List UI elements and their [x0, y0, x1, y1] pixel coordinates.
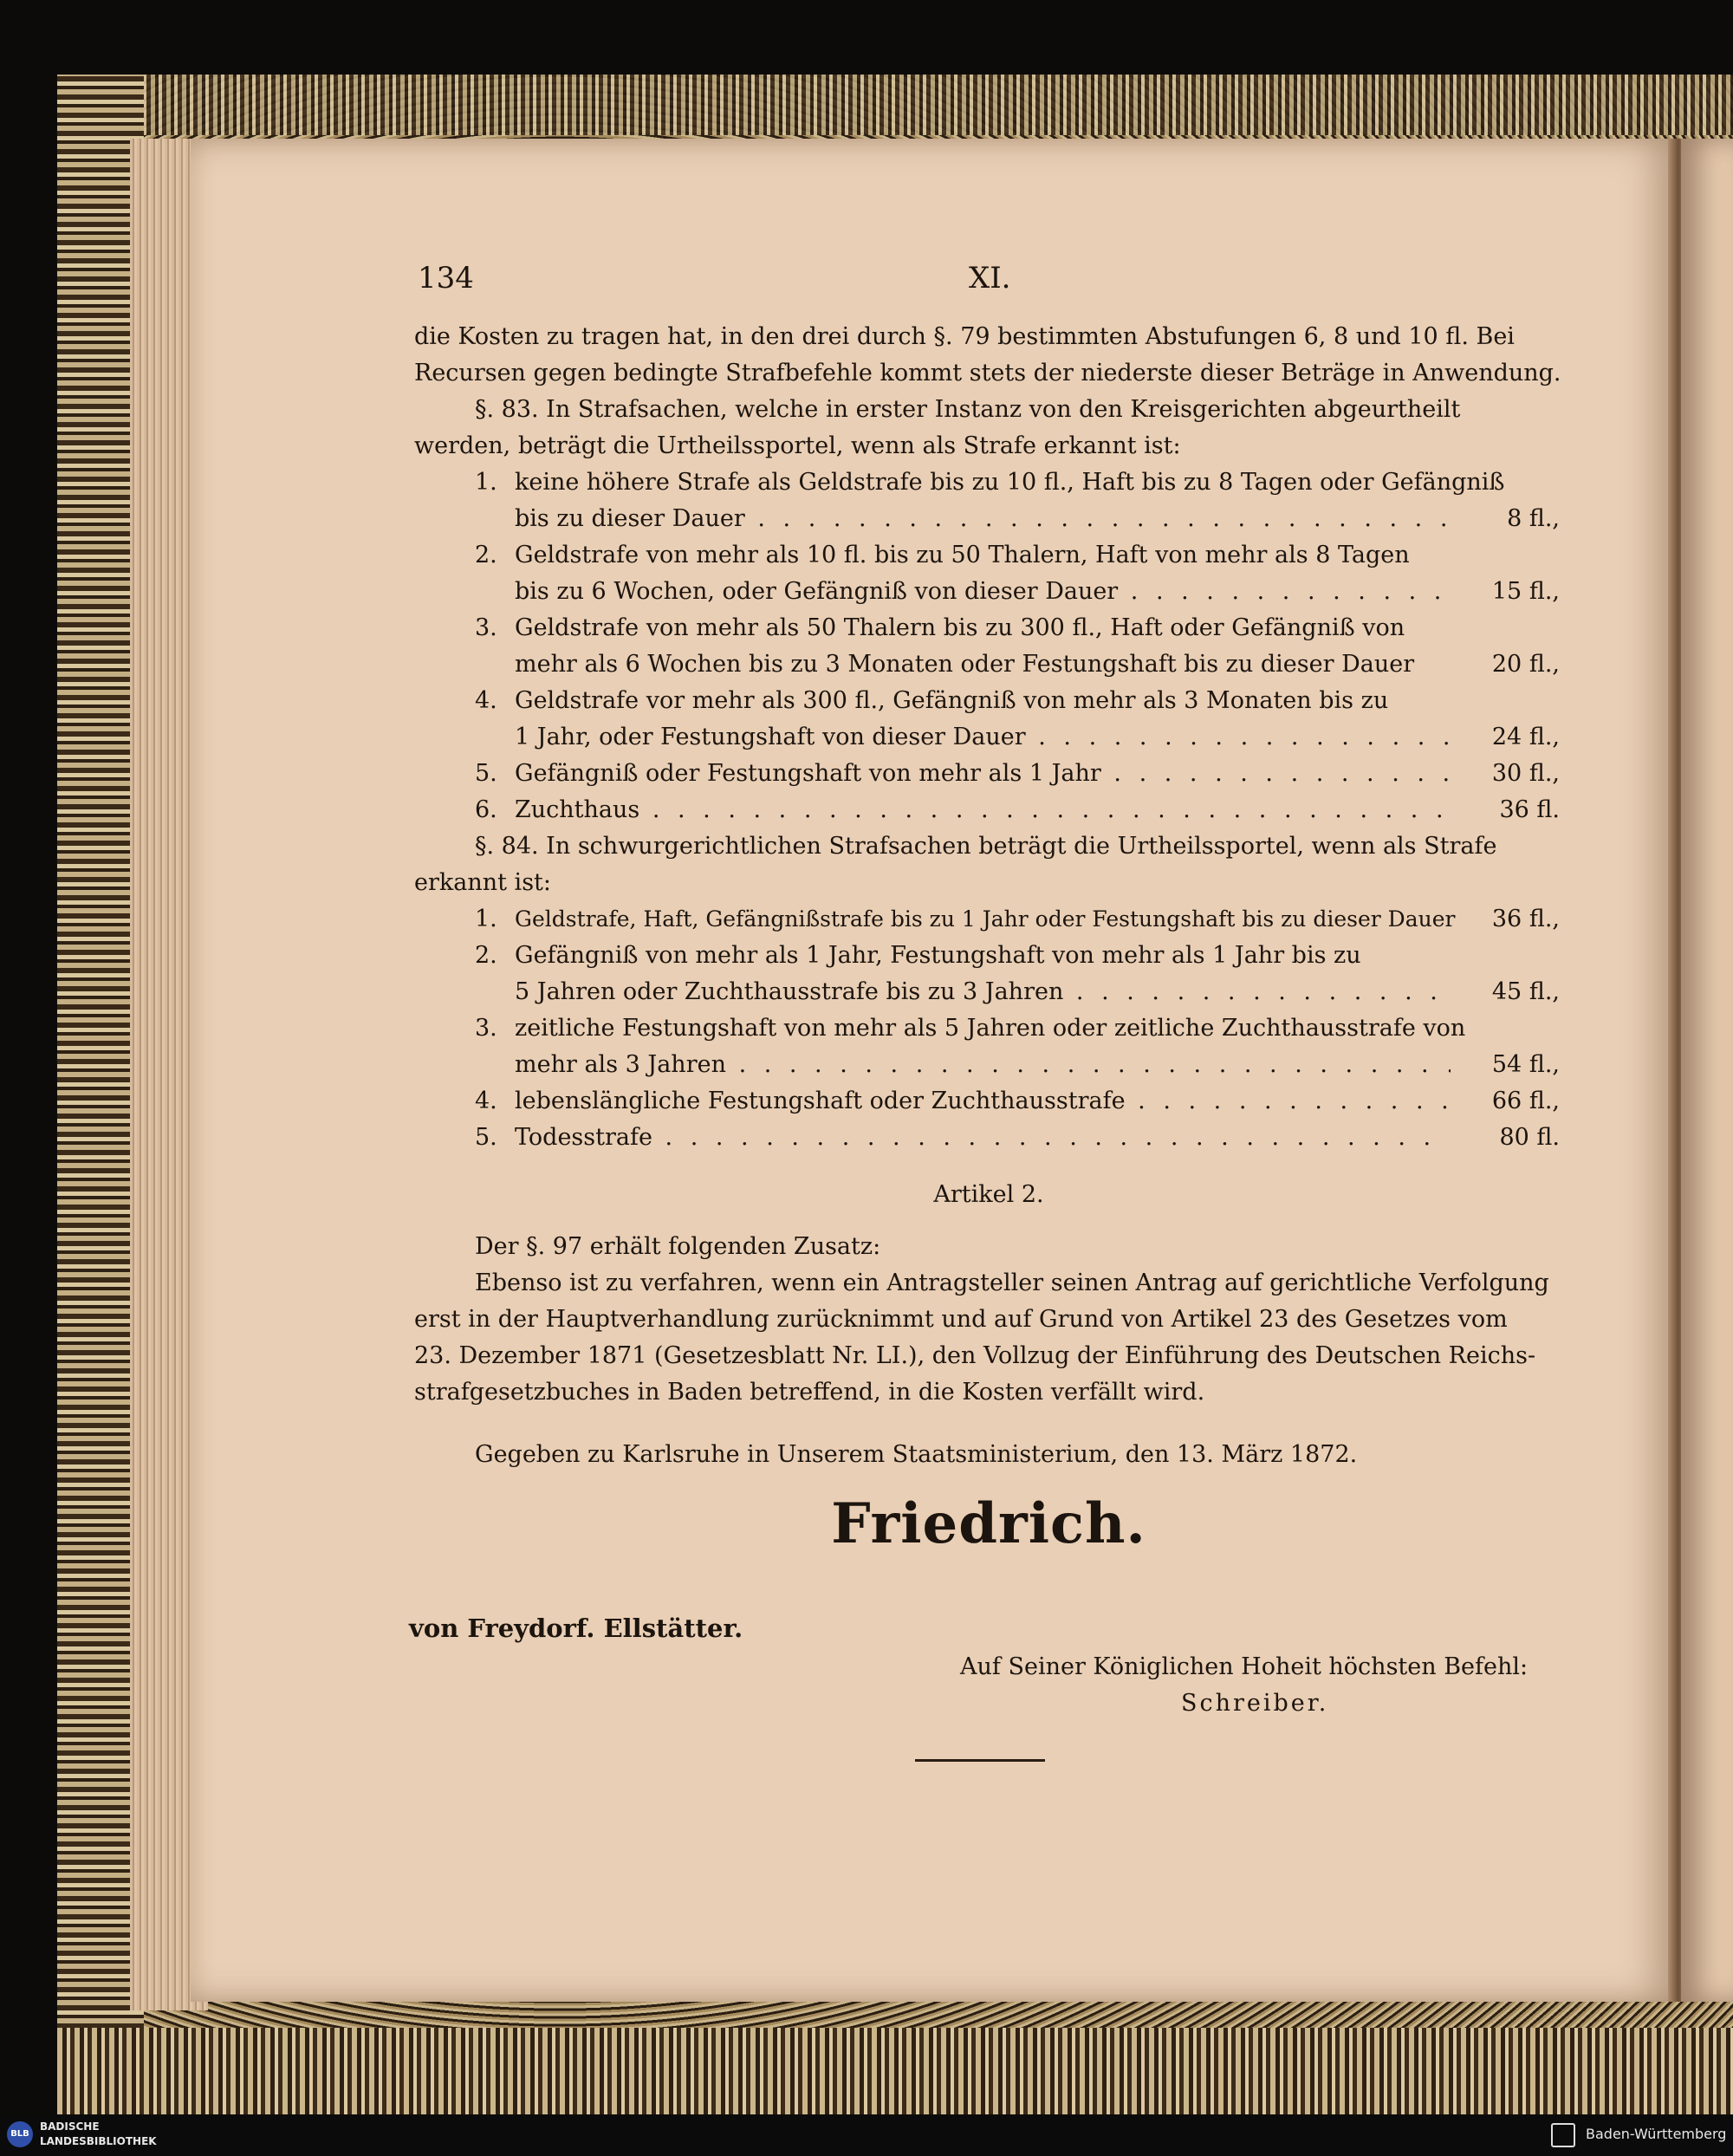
article-heading: Artikel 2. — [933, 1181, 1044, 1208]
fee-amount: 66 fl., — [1491, 1088, 1560, 1114]
list-item — [414, 792, 1563, 828]
item-number: 5. — [475, 760, 497, 787]
item-number: 6. — [475, 796, 497, 823]
item-number: 4. — [475, 687, 497, 714]
book-top-edge — [57, 75, 1733, 135]
fee-amount: 80 fl. — [1499, 1124, 1560, 1151]
paragraph-84-line: erkannt ist: — [414, 869, 551, 896]
list-item — [414, 901, 1563, 938]
list-item — [414, 683, 1563, 719]
item-text: mehr als 6 Wochen bis zu 3 Monaten oder Festungshaft bis zu dieser Dauer — [515, 651, 1415, 678]
fee-amount: 45 fl., — [1491, 978, 1560, 1005]
signature-friedrich: Friedrich. — [831, 1491, 1146, 1556]
item-text: Geldstrafe von mehr als 50 Thalern bis zu 300 fl., Haft oder Gefängniß von — [515, 614, 1405, 641]
item-text: 1 Jahr, oder Festungshaft von dieser Dauer . . . — [515, 719, 1451, 756]
item-number: 5. — [475, 1124, 497, 1151]
item-number: 1. — [475, 469, 497, 496]
item-text: zeitliche Festungshaft von mehr als 5 Jahren oder zeitliche Zuchthausstrafe von — [515, 1015, 1466, 1042]
fee-amount: 36 fl. — [1499, 796, 1560, 823]
document-body — [409, 319, 1563, 1965]
minister-signatures: von Freydorf. Ellstätter. — [409, 1614, 743, 1643]
item-text: 5 Jahren oder Zuchthausstrafe bis zu 3 Jahren . . . — [515, 974, 1451, 1010]
fee-amount: 24 fl., — [1491, 724, 1560, 750]
list-item — [414, 537, 1563, 574]
item-text: bis zu dieser Dauer . . . — [515, 501, 1451, 537]
library-name-line: BADISCHE — [40, 2120, 100, 2133]
article-text-line: erst in der Hauptverhandlung zurücknimmt und auf Grund von Artikel 23 des Gesetzes vom — [414, 1306, 1508, 1333]
fee-amount: 20 fl., — [1491, 651, 1560, 678]
item-text: mehr als 3 Jahren . . . — [515, 1047, 1451, 1083]
end-rule — [915, 1759, 1045, 1762]
item-text: Gefängniß von mehr als 1 Jahr, Festungshaft von mehr als 1 Jahr bis zu — [515, 942, 1361, 969]
item-number: 1. — [475, 906, 497, 932]
list-item — [414, 464, 1563, 501]
item-number: 2. — [475, 542, 497, 568]
article-text-line: strafgesetzbuches in Baden betreffend, in die Kosten verfällt wird. — [414, 1379, 1205, 1406]
list-item — [414, 1083, 1563, 1120]
list-item — [414, 501, 1563, 537]
article-text-line: Ebenso ist zu verfahren, wenn ein Antragsteller seinen Antrag auf gerichtliche Verfolgung — [475, 1270, 1549, 1296]
item-number: 4. — [475, 1088, 497, 1114]
item-text: Todesstrafe . . . — [515, 1120, 1451, 1156]
item-text: Zuchthaus . . . — [515, 792, 1451, 828]
fee-amount: 8 fl., — [1507, 505, 1560, 532]
item-number: 2. — [475, 942, 497, 969]
list-item — [414, 938, 1563, 974]
item-number: 3. — [475, 1015, 497, 1042]
list-item — [414, 1010, 1563, 1047]
library-name — [40, 2120, 157, 2149]
coat-of-arms-icon — [1551, 2123, 1575, 2147]
list-item — [414, 719, 1563, 756]
intro-line: die Kosten zu tragen hat, in den drei durch §. 79 bestimmten Abstufungen 6, 8 und 10 fl. Bei — [414, 323, 1515, 350]
paragraph-84-line: §. 84. In schwurgerichtlichen Strafsachen beträgt die Urtheilssportel, wenn als Strafe — [475, 833, 1497, 860]
secretary-signature: Schreiber. — [1181, 1690, 1329, 1717]
list-item — [414, 610, 1563, 646]
item-text: bis zu 6 Wochen, oder Gefängniß von dieser Dauer . . . — [515, 574, 1451, 610]
list-item — [414, 646, 1563, 683]
item-text: Geldstrafe vor mehr als 300 fl., Gefängniß von mehr als 3 Monaten bis zu — [515, 687, 1389, 714]
blb-logo-icon[interactable]: BLB — [7, 2121, 33, 2147]
item-text: Geldstrafe, Haft, Gefängnißstrafe bis zu 1 Jahr oder Festungshaft bis zu dieser Dauer — [515, 906, 1456, 932]
item-text: lebenslängliche Festungshaft oder Zuchthausstrafe . . . — [515, 1083, 1451, 1120]
paragraph-83-line: §. 83. In Strafsachen, welche in erster Instanz von den Kreisgerichten abgeurtheilt — [475, 396, 1461, 423]
order-line: Auf Seiner Königlichen Hoheit höchsten Befehl: — [960, 1653, 1529, 1680]
item-text: keine höhere Strafe als Geldstrafe bis zu 10 fl., Haft bis zu 8 Tagen oder Gefängniß — [515, 469, 1505, 496]
article-intro: Der §. 97 erhält folgenden Zusatz: — [475, 1233, 881, 1260]
article-text-line: 23. Dezember 1871 (Gesetzesblatt Nr. LI.), den Vollzug der Einführung des Deutschen Reichs- — [414, 1342, 1536, 1369]
given-at-line: Gegeben zu Karlsruhe in Unserem Staatsministerium, den 13. März 1872. — [475, 1441, 1358, 1468]
viewer-footer — [0, 2114, 1733, 2156]
state-name[interactable]: Baden-Württemberg — [1586, 2126, 1727, 2142]
list-item — [414, 1047, 1563, 1083]
list-item — [414, 1120, 1563, 1156]
page-number: 134 — [418, 261, 474, 295]
library-name-line: LANDESBIBLIOTHEK — [40, 2135, 157, 2147]
intro-line: Recursen gegen bedingte Strafbefehle kommt stets der niederste dieser Beträge in Anwendung. — [414, 360, 1561, 386]
list-item — [414, 574, 1563, 610]
list-item — [414, 756, 1563, 792]
paragraph-83-line: werden, beträgt die Urtheilssportel, wenn als Strafe erkannt ist: — [414, 432, 1181, 459]
item-text: Gefängniß oder Festungshaft von mehr als 1 Jahr . . . — [515, 756, 1451, 792]
fee-amount: 30 fl., — [1491, 760, 1560, 787]
facing-page-edge — [1681, 139, 1733, 2002]
item-number: 3. — [475, 614, 497, 641]
fee-amount: 15 fl., — [1491, 578, 1560, 605]
fee-amount: 36 fl., — [1491, 906, 1560, 932]
page-header — [414, 260, 1563, 303]
section-number: XI. — [969, 261, 1011, 295]
list-item — [414, 974, 1563, 1010]
book-bottom-edge — [57, 2028, 1733, 2114]
item-text: Geldstrafe von mehr als 10 fl. bis zu 50 Thalern, Haft von mehr als 8 Tagen — [515, 542, 1410, 568]
fee-amount: 54 fl., — [1491, 1051, 1560, 1078]
